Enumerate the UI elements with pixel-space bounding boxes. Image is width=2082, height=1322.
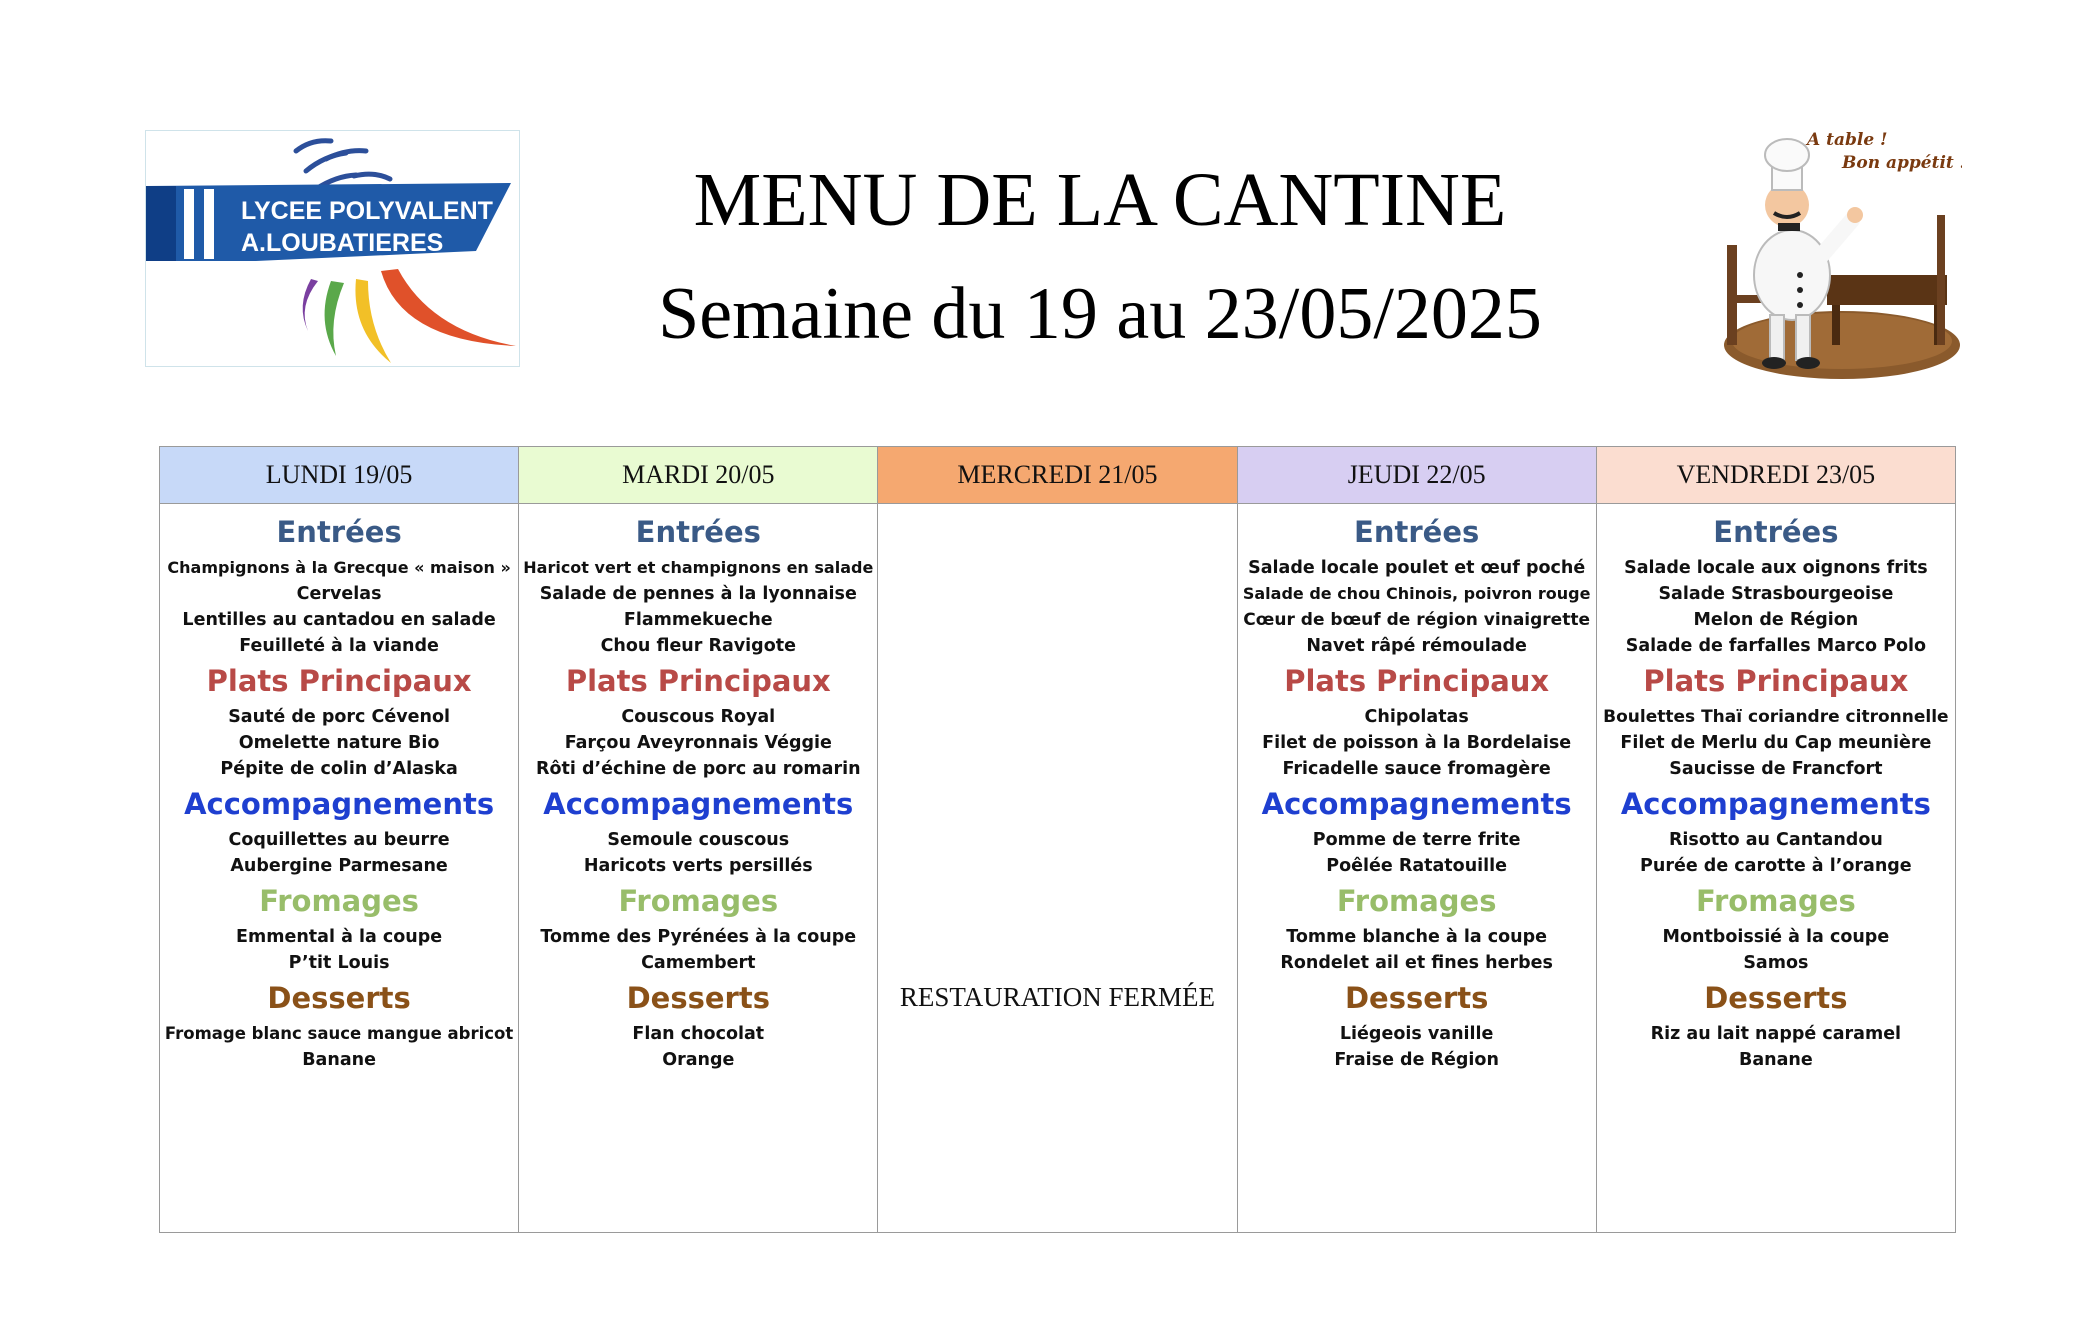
plats-list: [164, 704, 514, 782]
menu-item: Salade locale poulet et œuf poché: [1248, 558, 1586, 578]
category-fromages: Fromages: [1336, 884, 1497, 918]
chef-caption-1: A table !: [1807, 130, 1888, 150]
day-header-row: [160, 447, 1956, 504]
category-plats-principaux: Plats Principaux: [206, 664, 472, 698]
entrees-list: [1242, 555, 1592, 659]
day-header-tuesday: MARDI 20/05: [519, 447, 878, 504]
menu-item: Liégeois vanille: [1339, 1024, 1494, 1044]
menu-item: Sauté de porc Cévenol: [228, 707, 450, 727]
menu-cell-friday: [1596, 504, 1955, 1233]
desserts-list: [523, 1021, 873, 1073]
menu-item: Couscous Royal: [621, 707, 776, 727]
weekly-menu-table: [159, 446, 1956, 1233]
chef-illustration: [1712, 125, 1962, 385]
menu-item: Banane: [1739, 1050, 1813, 1070]
menu-cell-tuesday: [519, 504, 878, 1233]
fromages-list: [1601, 924, 1951, 976]
menu-item: Chou fleur Ravigote: [600, 636, 796, 656]
menu-item: Pépite de colin d’Alaska: [220, 759, 458, 779]
plats-list: [1601, 704, 1951, 782]
menu-item: Feuilleté à la viande: [239, 636, 439, 656]
day-header-monday: LUNDI 19/05: [160, 447, 519, 504]
category-accompagnements: Accompagnements: [543, 787, 854, 821]
day-header-thursday: JEUDI 22/05: [1237, 447, 1596, 504]
menu-item: P’tit Louis: [288, 953, 390, 973]
title-block: [560, 150, 1640, 364]
menu-item: Camembert: [641, 953, 756, 973]
category-desserts: Desserts: [1344, 981, 1489, 1015]
menu-item: Filet de poisson à la Bordelaise: [1262, 733, 1572, 753]
menu-row: [160, 504, 1956, 1233]
category-fromages: Fromages: [1696, 884, 1856, 918]
chef-caption-2: Bon appétit !: [1842, 153, 1962, 173]
menu-item: Rondelet ail et fines herbes: [1280, 953, 1553, 973]
page-subtitle: Semaine du 19 au 23/05/2025: [658, 273, 1542, 355]
accompagnements-list: [523, 827, 873, 879]
entrees-list: [164, 555, 514, 659]
category-plats-principaux: Plats Principaux: [1284, 664, 1550, 698]
menu-item: Cervelas: [296, 584, 382, 604]
menu-item: Tomme blanche à la coupe: [1286, 927, 1548, 947]
menu-item: Fraise de Région: [1334, 1050, 1499, 1070]
day-header-friday: VENDREDI 23/05: [1596, 447, 1955, 504]
category-desserts: Desserts: [1704, 981, 1848, 1015]
plats-list: [1242, 704, 1592, 782]
menu-item: Pomme de terre frite: [1312, 830, 1521, 850]
menu-item: Fricadelle sauce fromagère: [1282, 759, 1551, 779]
category-plats-principaux: Plats Principaux: [565, 664, 831, 698]
entrees-list: [523, 555, 873, 659]
menu-item: Purée de carotte à l’orange: [1640, 856, 1912, 876]
menu-item: Boulettes Thaï coriandre citronnelle: [1603, 707, 1949, 727]
category-accompagnements: Accompagnements: [184, 787, 495, 821]
menu-cell-thursday: [1237, 504, 1596, 1233]
fromages-list: [523, 924, 873, 976]
menu-item: Farçou Aveyronnais Véggie: [564, 733, 832, 753]
menu-item: Semoule couscous: [607, 830, 790, 850]
category-fromages: Fromages: [618, 884, 779, 918]
accompagnements-list: [1242, 827, 1592, 879]
menu-item: Filet de Merlu du Cap meunière: [1620, 733, 1932, 753]
menu-item: Omelette nature Bio: [238, 733, 440, 753]
menu-item: Chipolatas: [1364, 707, 1469, 727]
menu-item: Samos: [1743, 953, 1809, 973]
fromages-list: [1242, 924, 1592, 976]
menu-item: Salade de pennes à la lyonnaise: [539, 584, 857, 604]
day-header-wednesday: MERCREDI 21/05: [878, 447, 1237, 504]
category-entrees: Entrées: [276, 515, 402, 549]
plats-list: [523, 704, 873, 782]
menu-item: Aubergine Parmesane: [230, 856, 448, 876]
page-title: MENU DE LA CANTINE: [693, 158, 1507, 242]
logo-line2: A.LOUBATIERES: [241, 229, 444, 257]
category-entrees: Entrées: [1713, 515, 1839, 549]
category-entrees: Entrées: [1354, 515, 1480, 549]
menu-item: Rôti d’échine de porc au romarin: [536, 759, 861, 779]
menu-item: Banane: [302, 1050, 376, 1070]
category-desserts: Desserts: [626, 981, 770, 1015]
desserts-list: [1242, 1021, 1592, 1073]
menu-item: Orange: [662, 1050, 735, 1070]
category-accompagnements: Accompagnements: [1620, 787, 1931, 821]
entrees-list: [1601, 555, 1951, 659]
menu-item: Haricot vert et champignons en salade: [523, 558, 874, 577]
menu-cell-wednesday: [878, 504, 1237, 1233]
menu-item: Cœur de bœuf de région vinaigrette: [1243, 610, 1590, 630]
menu-item: Flammekueche: [623, 610, 773, 630]
menu-item: Salade de chou Chinois, poivron rouge: [1242, 584, 1591, 603]
menu-item: Emmental à la coupe: [236, 927, 443, 947]
menu-item: Salade locale aux oignons frits: [1624, 558, 1928, 578]
desserts-list: [1601, 1021, 1951, 1073]
menu-item: Tomme des Pyrénées à la coupe: [540, 927, 857, 947]
menu-item: Risotto au Cantandou: [1668, 830, 1883, 850]
desserts-list: [164, 1021, 514, 1073]
category-plats-principaux: Plats Principaux: [1643, 664, 1909, 698]
school-logo: [145, 130, 520, 367]
school-logo-graphic: [146, 131, 519, 366]
category-fromages: Fromages: [259, 884, 419, 918]
menu-item: Riz au lait nappé caramel: [1650, 1024, 1902, 1044]
accompagnements-list: [1601, 827, 1951, 879]
menu-item: Flan chocolat: [632, 1024, 765, 1044]
menu-item: Montboissié à la coupe: [1662, 927, 1890, 947]
accompagnements-list: [164, 827, 514, 879]
menu-item: Coquillettes au beurre: [228, 830, 450, 850]
category-entrees: Entrées: [635, 515, 761, 549]
logo-line1: LYCEE POLYVALENT: [241, 197, 493, 225]
menu-item: Navet râpé rémoulade: [1306, 636, 1527, 656]
menu-item: Melon de Région: [1693, 610, 1859, 630]
fromages-list: [164, 924, 514, 976]
menu-item: Salade Strasbourgeoise: [1658, 584, 1894, 604]
menu-item: Poêlée Ratatouille: [1326, 856, 1508, 876]
menu-item: Haricots verts persillés: [583, 856, 813, 876]
menu-item: Salade de farfalles Marco Polo: [1625, 636, 1926, 656]
menu-item: Lentilles au cantadou en salade: [182, 610, 496, 630]
category-desserts: Desserts: [267, 981, 411, 1015]
category-accompagnements: Accompagnements: [1261, 787, 1572, 821]
menu-item: Saucisse de Francfort: [1669, 759, 1883, 779]
menu-cell-monday: [160, 504, 519, 1233]
menu-item: Champignons à la Grecque « maison »: [167, 558, 511, 577]
menu-item: Fromage blanc sauce mangue abricot: [164, 1024, 514, 1043]
closed-notice: RESTAURATION FERMÉE: [899, 981, 1216, 1012]
chef-icon: [1712, 125, 1962, 385]
